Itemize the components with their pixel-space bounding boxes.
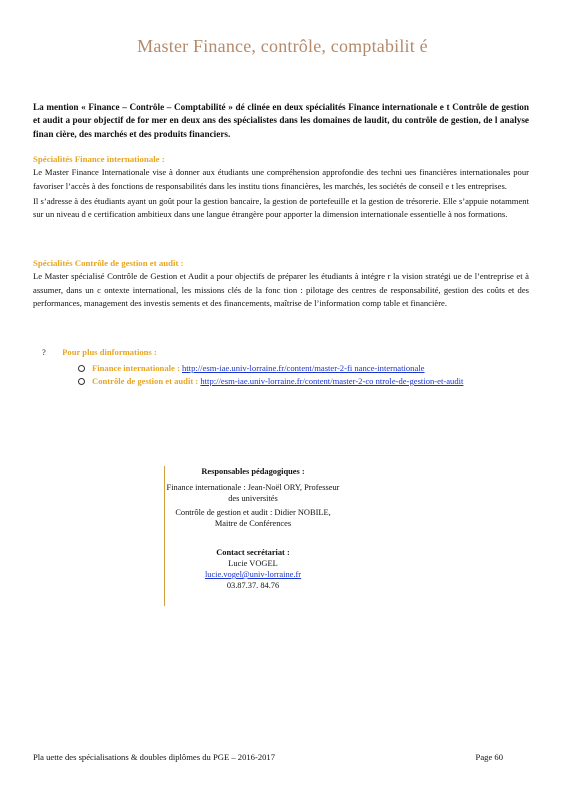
bullet-glyph: ? [42,347,46,357]
secretariat-name: Lucie VOGEL [228,559,278,568]
more-info-heading-row [42,346,522,360]
responsables-heading: Responsables pédagogiques : [201,467,305,476]
secretariat-email-link[interactable]: lucie.vogel@univ-lorraine.fr [204,570,302,579]
secretariat-heading: Contact secrétariat : [216,548,290,557]
more-info-block [42,346,522,389]
section-controle-gestion-audit [33,257,529,312]
section-heading: Spécialités Contrôle de gestion et audit : [33,258,184,268]
contact-box [164,466,341,606]
page-title: Master Finance, contrôle, comptabilit é [137,36,428,56]
intro-paragraph: La mention « Finance – Contrôle – Comptabilité » dé clinée en deux spécialités Finance internationale e t Contrôle de gestion et audit a pour objectif de for mer en deux ans des spécialistes dans les domaines de laudit, du contrôle de gestion, de l analyse finan cière, des marchés et des produits financiers. [33,102,529,139]
section-paragraph: Le Master Finance Internationale vise à donner aux étudiants une compréhension approfondie des techni ues financières internationales pour favoriser l’accès à des fonctions de responsabilités dans les institu tions financières, les marchés, les sociétés de conseil e t les entreprises. [33,167,529,191]
link-label: Finance internationale : [92,362,180,373]
section-heading: Spécialités Finance internationale : [33,154,165,164]
section-paragraph: Le Master spécialisé Contrôle de Gestion et Audit a pour objectifs de préparer les étudiants à intégre r la vision stratégi ue de l’entreprise et à assumer, dans un c ontexte international, les missions clés de la fonc tion : pilotage des centres de responsabilité, gestion des coûts et des performances, management des investis sements et des financements, maîtrise de l’information comp table et financière. [33,271,529,308]
footer-left: Pla uette des spécialisations & doubles diplômes du PGE – 2016-2017 [33,752,276,762]
finance-internationale-link[interactable]: http://esm-iae.univ-lorraine.fr/content/master-2-fi nance-internationale [182,362,425,373]
link-label: Contrôle de gestion et audit : [92,376,199,386]
secretariat-phone: 03.87.37. 84.76 [226,581,280,590]
responsable-controle: Contrôle de gestion et audit : Didier NOBILE, Maitre de Conférences [175,508,331,528]
section-paragraph: Il s’adresse à des étudiants ayant un goût pour la gestion bancaire, la gestion de portefeuille et la gestion de trésorerie. Elle s’appuie notamment sur un niveau d e certification ambitieux dans une langue étrangère pour apporter la dimension internationale essentielle à nos formations. [33,195,529,220]
controle-gestion-audit-link[interactable]: http://esm-iae.univ-lorraine.fr/content/master-2-co ntrole-de-gestion-et-audit [200,376,464,386]
responsable-finance: Finance internationale : Jean-Noël ORY, Professeur des universités [166,483,340,503]
more-info-heading: Pour plus dinformations : [62,347,157,357]
link-list [78,362,522,389]
list-item [78,362,522,376]
page-number: Page 60 [475,752,503,762]
page-footer [33,752,503,762]
list-item [78,375,522,389]
section-finance-internationale [33,153,529,223]
